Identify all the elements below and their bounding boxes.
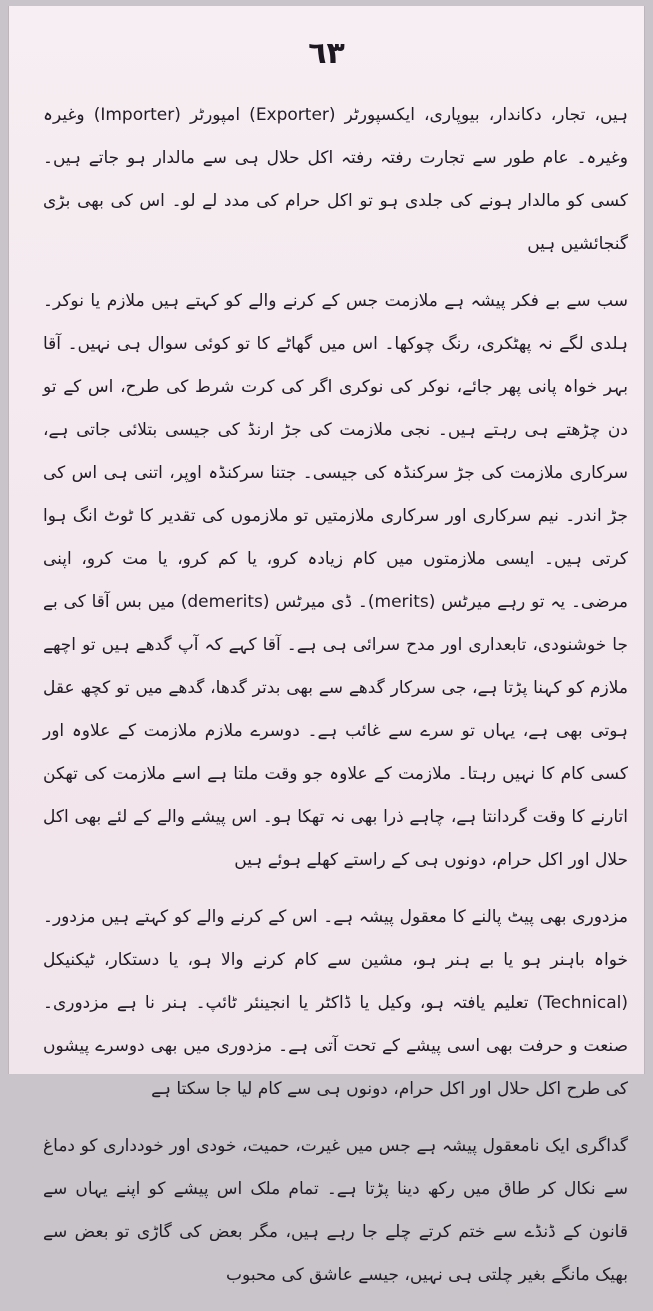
paragraph-labour: مزدوری بھی پیٹ پالنے کا معقول پیشہ ہے۔ اس کے کرنے والے کو کہتے ہیں مزدور۔ خواہ باہنر ہو یا بے ہنر ہو، مشین سے کام کرنے والا ہو، یا دستکار، ٹیکنیکل (Technical) تعلیم یافتہ ہو، وکیل یا ڈاکٹر یا انجینئر ٹائپ۔ ہنر نا ہے مزدوری۔ صنعت و حرفت بھی اسی پیشے کے تحت آتی ہے۔ مزدوری میں بھی دوسرے پیشوں کی طرح اکل حلال اور اکل حرام، دونوں ہی سے کام لیا جا سکتا ہے: [43, 907, 628, 1099]
book-page: [8, 6, 645, 1285]
paragraph-begging: گداگری ایک نامعقول پیشہ ہے جس میں غیرت، حمیت، خودی اور خودداری کو دماغ سے نکال کر طاق میں رکھ دینا پڑتا ہے۔ تمام ملک اس پیشے کو اپنے یہاں سے قانون کے ڈنڈے سے ختم کرتے چلے جا رہے ہیں، مگر بعض کی گاڑی تو بعض سے بھیک مانگے بغیر چلتی ہی نہیں، جیسے عاشق کی محبوب: [43, 1136, 628, 1285]
paragraph-traders: ہیں، تجار، دکاندار، بیوپاری، ایکسپورٹر (Exporter) امپورٹر (Importer) وغیرہ وغیرہ۔ عام طور سے تجارت رفتہ رفتہ اکل حلال ہی سے مالدار ہو جاتے ہیں۔ کسی کو مالدار ہونے کی جلدی ہو تو اکل حرام کی مدد لے لو۔ اس کی بھی بڑی گنجائشیں ہیں: [43, 105, 629, 254]
page-number: ٦٣: [308, 36, 345, 71]
page-body: [43, 94, 628, 1311]
paragraph-employment: سب سے بے فکر پیشہ ہے ملازمت جس کے کرنے والے کو کہتے ہیں ملازم یا نوکر۔ ہلدی لگے نہ پھٹکری، رنگ چوکھا۔ اس میں گھاٹے کا تو کوئی سوال ہی نہیں۔ آقا بہر خواہ پانی پھر جائے، نوکر کی نوکری اگر کی کرت شرط کی طرح، اس کے تو دن چڑھتے ہی رہتے ہیں۔ نجی ملازمت کی جڑ ارنڈ کی جیسی بتلائی جاتی ہے، سرکاری ملازمت کی جڑ سرکنڈہ کی جیسی۔ جتنا سرکنڈہ اوپر، اتنی ہی اس کی جڑ اندر۔ نیم سرکاری اور سرکاری ملازمتیں تو ملازموں کی تقدیر کا ٹوٹ انگ ہوا کرتی ہیں۔ ایسی ملازمتوں میں کام زیادہ کرو، یا کم کرو، یا مت کرو، اپنی مرضی۔ یہ تو رہے میرٹس (merits)۔ ڈی میرٹس (demerits) میں بس آقا کی بے جا خوشنودی، تابعداری اور مدح سرائی ہی ہے۔ آقا کہے کہ آپ گدھے ہیں تو اچھے ملازم کو کہنا پڑتا ہے، جی سرکار گدھے سے بھی بدتر گدھا، گدھے میں تو کچھ عقل ہوتی بھی ہے، یہاں تو سرے سے غائب ہے۔ دوسرے ملازم ملازمت کے علاوہ اور کسی کام کا نہیں رہتا۔ ملازمت کے علاوہ جو وقت ملتا ہے اسے ملازمت کی تھکن اتارنے کا وقت گردانتا ہے، چاہے ذرا بھی نہ تھکا ہو۔ اس پیشے والے کے لئے بھی اکل حلال اور اکل حرام، دونوں ہی کے راستے کھلے ہوئے ہیں: [43, 291, 628, 870]
